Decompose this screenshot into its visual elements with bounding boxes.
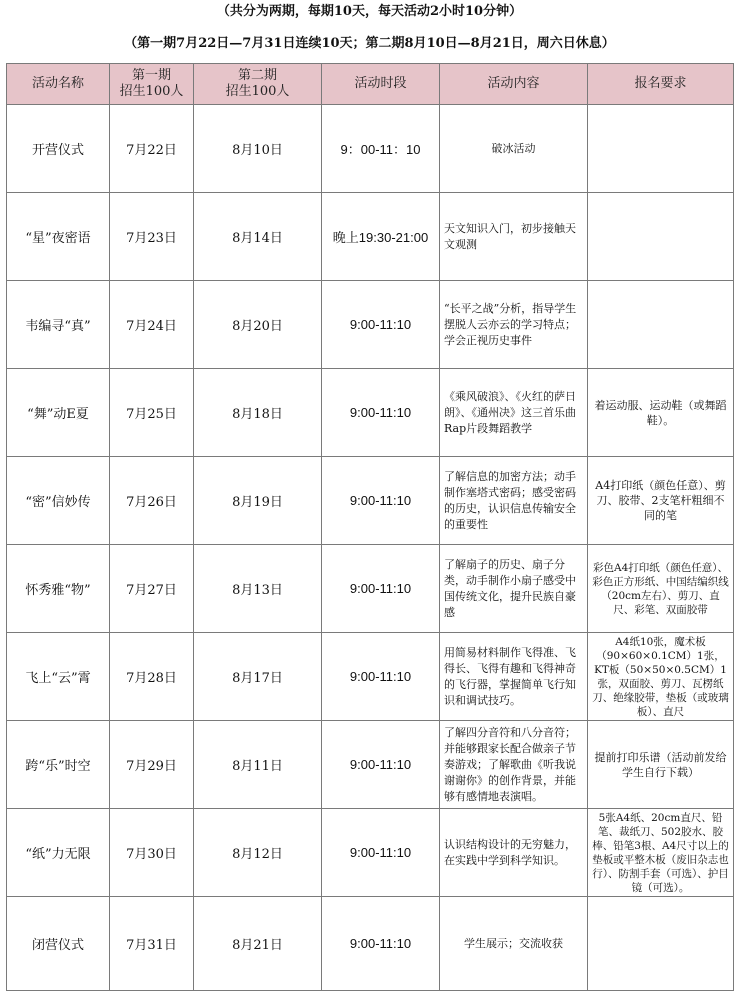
table-row (7, 457, 734, 545)
registration-requirements: 着运动服、运动鞋（或舞蹈鞋）。 (588, 369, 734, 457)
activity-name: “舞”动E夏 (7, 369, 110, 457)
registration-requirements: 彩色A4打印纸（颜色任意）、彩色正方形纸、中国结编织线（20cm左右）、剪刀、直尺、彩笔、双面胶带 (588, 545, 734, 633)
activity-time: 9：00-11：10 (322, 105, 440, 193)
activity-time: 9:00-11:10 (322, 281, 440, 369)
activity-time: 9:00-11:10 (322, 809, 440, 897)
period1-date: 7月25日 (110, 369, 194, 457)
table-header-row (7, 64, 734, 105)
activity-content: 学生展示；交流收获 (440, 897, 588, 991)
activity-name: 开营仪式 (7, 105, 110, 193)
period2-date: 8月17日 (194, 633, 322, 721)
period2-date: 8月20日 (194, 281, 322, 369)
period2-date: 8月10日 (194, 105, 322, 193)
registration-requirements (588, 897, 734, 991)
registration-requirements (588, 281, 734, 369)
period2-date: 8月12日 (194, 809, 322, 897)
activity-time: 9:00-11:10 (322, 721, 440, 809)
table-row (7, 105, 734, 193)
table-row (7, 897, 734, 991)
activity-time: 9:00-11:10 (322, 369, 440, 457)
period1-date: 7月31日 (110, 897, 194, 991)
registration-requirements: 5张A4纸、20cm直尺、铅笔、裁纸刀、502胶水、胶棒、铅笔3根、A4尺寸以上的垫板或平整木板（废旧杂志也行）、防割手套（可选）、护目镜（可选）。 (588, 809, 734, 897)
schedule-dates-note: （第一期7月22日—7月31日连续10天；第二期8月10日—8月21日，周六日休息） (124, 36, 615, 51)
activity-name: “纸”力无限 (7, 809, 110, 897)
period1-date: 7月27日 (110, 545, 194, 633)
column-header-period2 (194, 64, 322, 105)
period1-date: 7月29日 (110, 721, 194, 809)
registration-requirements (588, 105, 734, 193)
column-header-content (440, 64, 588, 105)
activity-time: 9:00-11:10 (322, 897, 440, 991)
activity-time: 晚上19:30-21:00 (322, 193, 440, 281)
activity-name: “星”夜密语 (7, 193, 110, 281)
column-header-period1-quota: 招生100人 (119, 84, 184, 99)
period2-date: 8月13日 (194, 545, 322, 633)
column-header-period1-title: 第一期 (131, 68, 171, 83)
activity-name: 跨“乐”时空 (7, 721, 110, 809)
period1-date: 7月30日 (110, 809, 194, 897)
table-row (7, 281, 734, 369)
activity-time: 9:00-11:10 (322, 633, 440, 721)
period2-date: 8月18日 (194, 369, 322, 457)
activity-name: 怀秀雅“物” (7, 545, 110, 633)
activity-content: 了解信息的加密方法；动手制作塞塔式密码；感受密码的历史，认识信息传输安全的重要性 (440, 457, 588, 545)
activity-content: 了解四分音符和八分音符；并能够跟家长配合做亲子节奏游戏；了解歌曲《听我说谢谢你》的创作背景，并能够有感情地表演唱。 (440, 721, 588, 809)
activity-content: 《乘风破浪》、《火红的萨日朗》、《通州决》这三首乐曲Rap片段舞蹈教学 (440, 369, 588, 457)
activity-content: 了解扇子的历史、扇子分类，动手制作小扇子感受中国传统文化，提升民族自豪感 (440, 545, 588, 633)
column-header-period1 (110, 64, 194, 105)
column-header-period2-title: 第二期 (237, 68, 277, 83)
period2-date: 8月19日 (194, 457, 322, 545)
registration-requirements: 提前打印乐谱（活动前发给学生自行下载） (588, 721, 734, 809)
period1-date: 7月26日 (110, 457, 194, 545)
activity-name: 飞上“云”霄 (7, 633, 110, 721)
table-row (7, 721, 734, 809)
table-row (7, 633, 734, 721)
period2-date: 8月14日 (194, 193, 322, 281)
column-header-time-label: 活动时段 (354, 76, 407, 91)
activity-time: 9:00-11:10 (322, 545, 440, 633)
activity-name: “密”信妙传 (7, 457, 110, 545)
activity-time: 9:00-11:10 (322, 457, 440, 545)
activity-name: 韦编寻“真” (7, 281, 110, 369)
period1-date: 7月23日 (110, 193, 194, 281)
activity-schedule-table (6, 63, 734, 991)
column-header-time (322, 64, 440, 105)
period2-date: 8月21日 (194, 897, 322, 991)
table-row (7, 193, 734, 281)
activity-content: 认识结构设计的无穷魅力，在实践中学到科学知识。 (440, 809, 588, 897)
column-header-name-label: 活动名称 (31, 76, 84, 91)
column-header-requirements-label: 报名要求 (634, 76, 687, 91)
registration-requirements: A4打印纸（颜色任意）、剪刀、胶带、2支笔杆粗细不同的笔 (588, 457, 734, 545)
table-row (7, 369, 734, 457)
table-row (7, 545, 734, 633)
column-header-requirements (588, 64, 734, 105)
column-header-content-label: 活动内容 (487, 76, 540, 91)
activity-content: 破冰活动 (440, 105, 588, 193)
table-row (7, 809, 734, 897)
registration-requirements: A4纸10张，魔术板（90×60×0.1CM）1张，KT板（50×50×0.5CM）1张，双面胶、剪刀、瓦楞纸刀、绝缘胶带，垫板（或玻璃板）、直尺 (588, 633, 734, 721)
column-header-name (7, 64, 110, 105)
activity-content: 天文知识入门，初步接触天文观测 (440, 193, 588, 281)
column-header-period2-quota: 招生100人 (225, 84, 290, 99)
schedule-subtitle: （共分为两期，每期10天，每天活动2小时10分钟） (216, 4, 523, 19)
period2-date: 8月11日 (194, 721, 322, 809)
registration-requirements (588, 193, 734, 281)
period1-date: 7月28日 (110, 633, 194, 721)
period1-date: 7月22日 (110, 105, 194, 193)
activity-name: 闭营仪式 (7, 897, 110, 991)
period1-date: 7月24日 (110, 281, 194, 369)
activity-content: “长平之战”分析，指导学生摆脱人云亦云的学习特点；学会正视历史事件 (440, 281, 588, 369)
activity-content: 用简易材料制作飞得准、飞得长、飞得有趣和飞得神奇的飞行器，掌握简单飞行知识和调试技巧。 (440, 633, 588, 721)
